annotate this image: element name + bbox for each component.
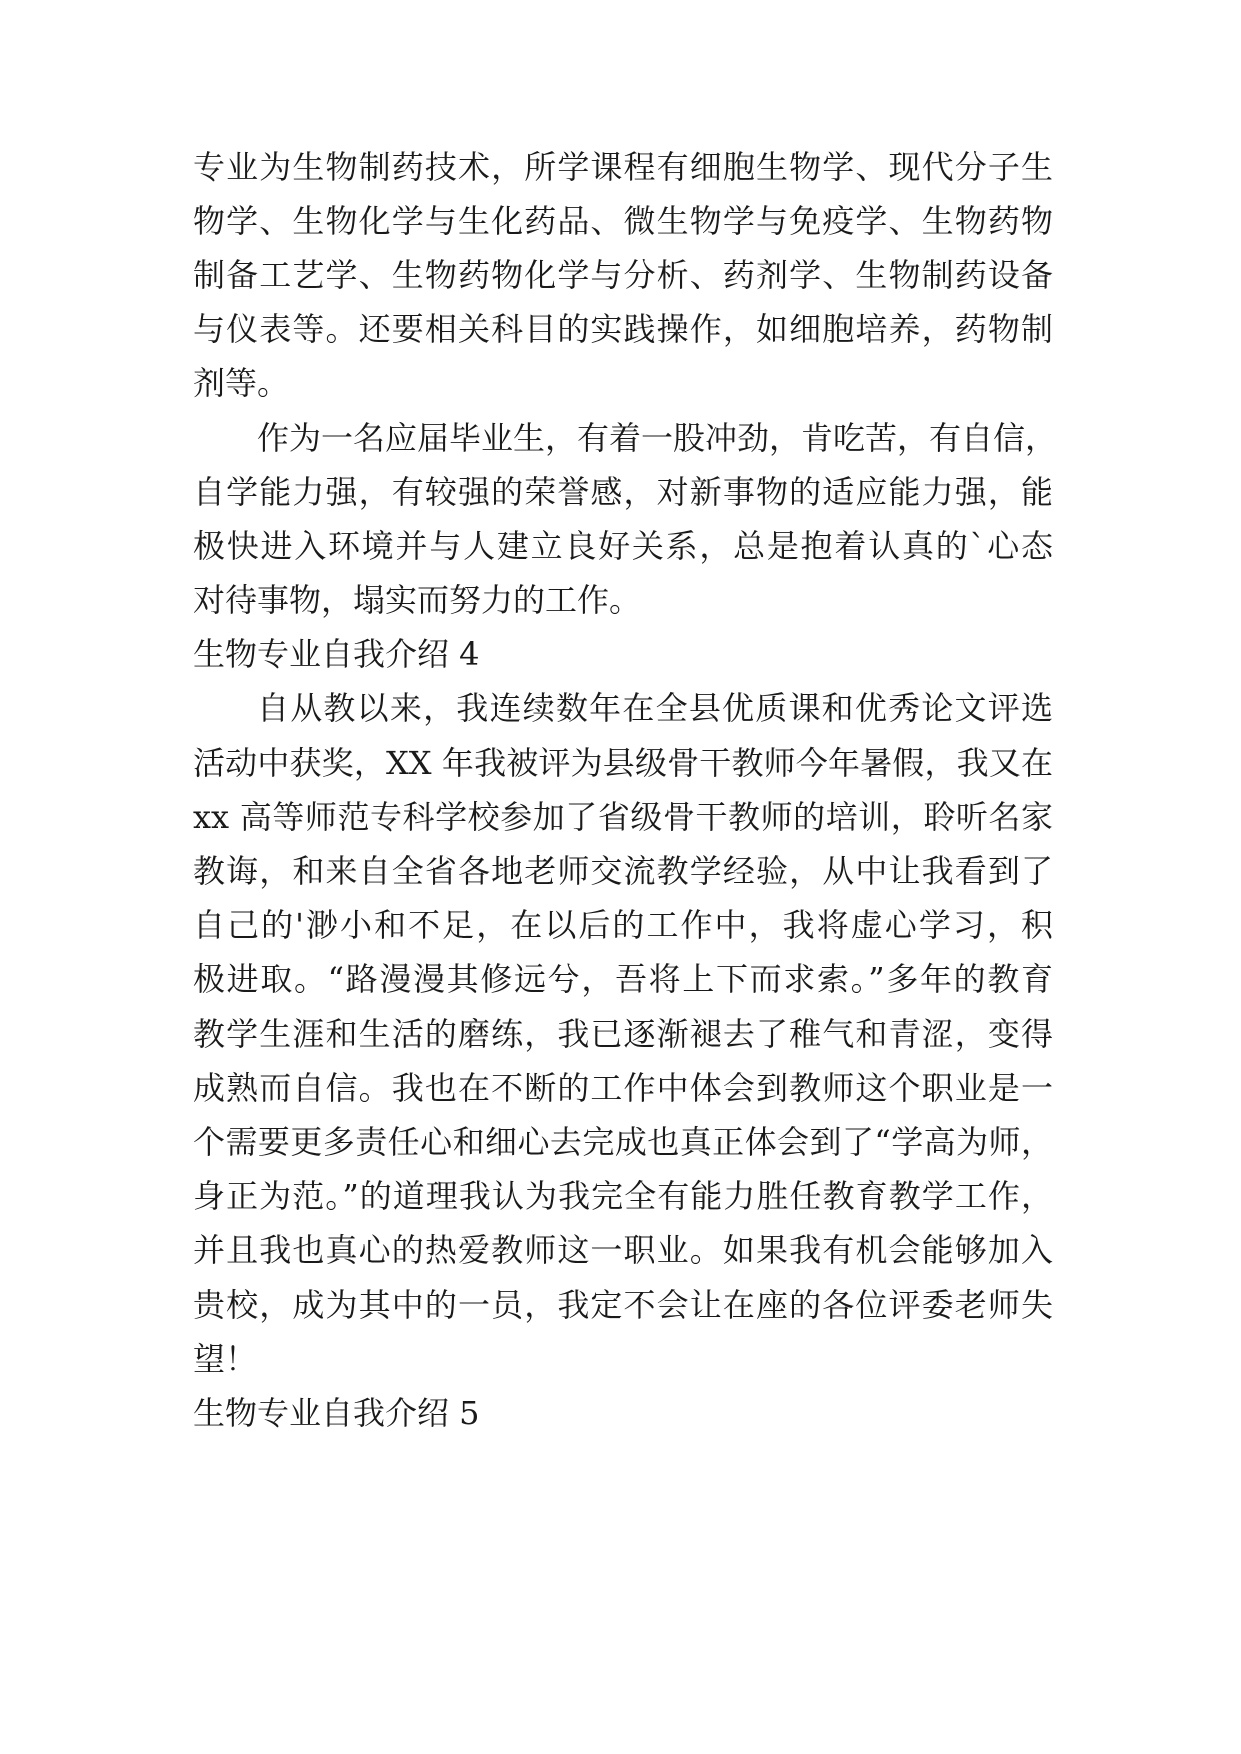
paragraph-line: 教学生涯和生活的磨练，我已逐渐褪去了稚气和青涩，变得 <box>193 1015 1053 1053</box>
paragraph-line: 贵校，成为其中的一员，我定不会让在座的各位评委老师失 <box>193 1286 1053 1324</box>
paragraph-line: 剂等。 <box>193 364 290 402</box>
section-heading: 生物专业自我介绍 4 <box>193 635 480 673</box>
paragraph-first-line: 作为一名应届毕业生，有着一股冲劲，肯吃苦，有自信， <box>257 419 1058 457</box>
paragraph-line: 极快进入环境并与人建立良好关系，总是抱着认真的`心态 <box>193 527 1053 565</box>
paragraph-line: 制备工艺学、生物药物化学与分析、药剂学、生物制药设备 <box>193 256 1053 294</box>
paragraph-line: 望！ <box>193 1340 258 1378</box>
paragraph-line: 教诲，和来自全省各地老师交流教学经验，从中让我看到了 <box>193 852 1053 890</box>
paragraph-line: 物学、生物化学与生化药品、微生物学与免疫学、生物药物 <box>193 202 1053 240</box>
paragraph-line: 身正为范。”的道理我认为我完全有能力胜任教育教学工作， <box>193 1177 1053 1215</box>
paragraph-line: 活动中获奖，XX 年我被评为县级骨干教师今年暑假，我又在 <box>193 744 1053 782</box>
paragraph-first-line: 自从教以来，我连续数年在全县优质课和优秀论文评选 <box>257 689 1053 727</box>
paragraph-line: 自己的'渺小和不足，在以后的工作中，我将虚心学习，积 <box>193 906 1053 944</box>
paragraph-line: 与仪表等。还要相关科目的实践操作，如细胞培养，药物制 <box>193 310 1053 348</box>
paragraph-line: 并且我也真心的热爱教师这一职业。如果我有机会能够加入 <box>193 1231 1053 1269</box>
paragraph-line: 专业为生物制药技术，所学课程有细胞生物学、现代分子生 <box>193 148 1053 186</box>
paragraph-line: 个需要更多责任心和细心去完成也真正体会到了“学高为师， <box>193 1123 1053 1161</box>
paragraph-line: 对待事物，塌实而努力的工作。 <box>193 581 642 619</box>
paragraph-line: 极进取。“路漫漫其修远兮，吾将上下而求索。”多年的教育 <box>193 960 1053 998</box>
paragraph-line: 成熟而自信。我也在不断的工作中体会到教师这个职业是一 <box>193 1069 1053 1107</box>
section-heading: 生物专业自我介绍 5 <box>193 1394 480 1432</box>
paragraph-line: xx 高等师范专科学校参加了省级骨干教师的培训，聆听名家 <box>193 798 1053 836</box>
paragraph-line: 自学能力强，有较强的荣誉感，对新事物的适应能力强，能 <box>193 473 1053 511</box>
